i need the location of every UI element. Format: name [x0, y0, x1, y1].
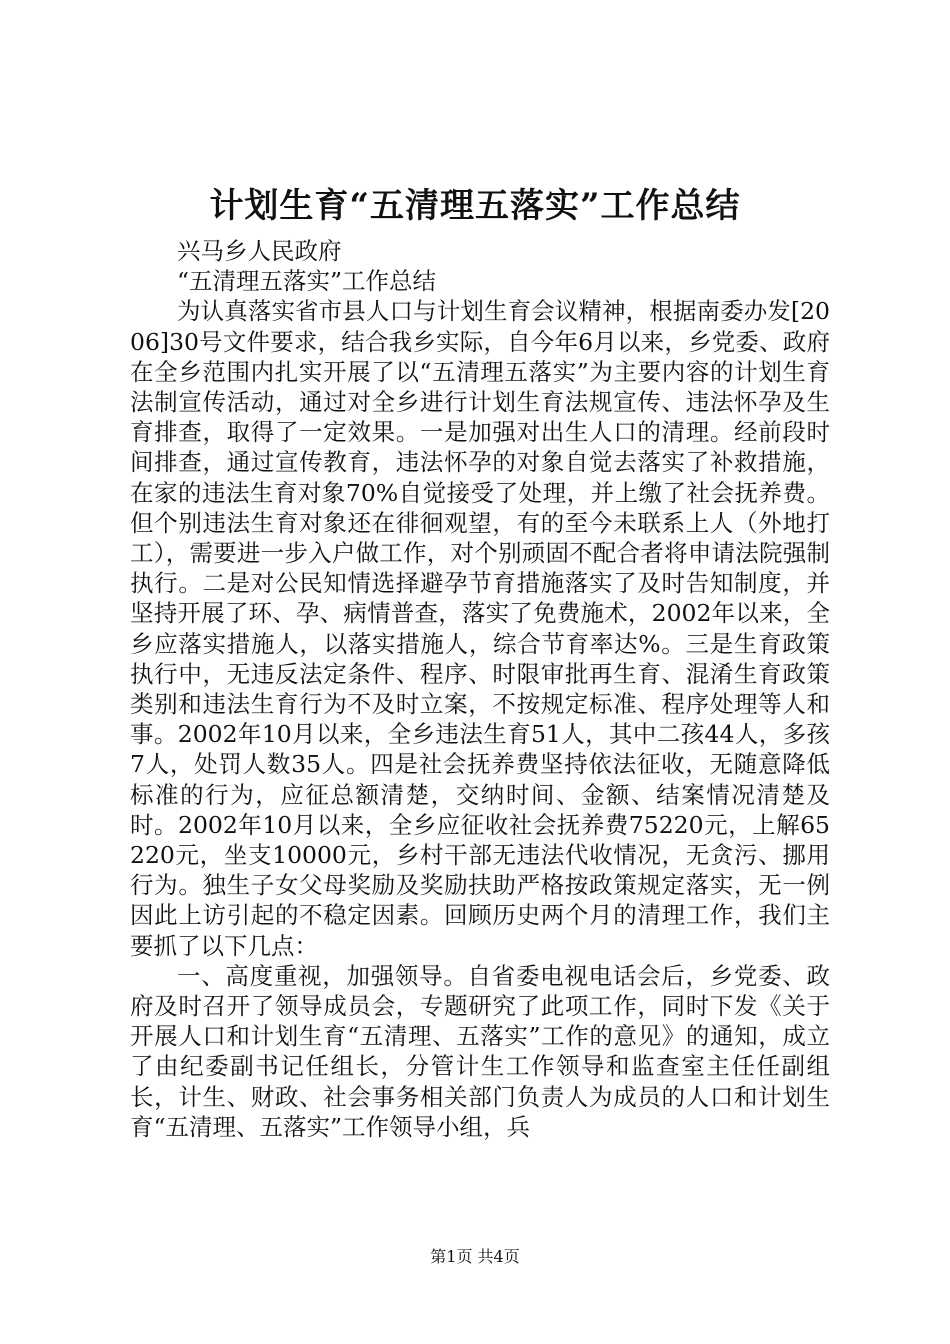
paragraph-subtitle: “五清理五落实”工作总结 — [177, 267, 437, 296]
paragraph-main: 为认真落实省市县人口与计划生育会议精神，根据南委办发[2006]30号文件要求，结合我乡实际，自今年6月以来，乡党委、政府在全乡范围内扎实开展了以“五清理五落实”为主要内容的计划生育法制宣传活动，通过对全乡进行计划生育法规宣传、违法怀孕及生育排查，取得了一定效果。一是加强对出生人口的清理。经前段时间排查，通过宣传教育，违法怀孕的对象自觉去落实了补救措施，在家的违法生育对象70%自觉接受了处理，并上缴了社会抚养费。但个别违法生育对象还在徘徊观望，有的至今未联系上人（外地打工），需要进一步入户做工作，对个别顽固不配合者将申请法院强制执行。二是对公民知情选择避孕节育措施落实了及时告知制度，并坚持开展了环、孕、病情普查，落实了免费施术，2002年以来，全乡应落实措施人，以落实措施人，综合节育率达%。三是生育政策执行中，无违反法定条件、程序、时限审批再生育、混淆生育政策类别和违法生育行为不及时立案，不按规定标准、程序处理等人和事。2002年10月以来，全乡违法生育51人，其中二孩44人，多孩7人，处罚人数35人。四是社会抚养费坚持依法征收，无随意降低标准的行为，应征总额清楚，交纳时间、金额、结案情况清楚及时。2002年10月以来，全乡应征收社会抚养费75220元，上解65220元，坐支10000元，乡村干部无违法代收情况，无贪污、挪用行为。独生子女父母奖励及奖励扶助严格按政策规定落实，无一例因此上访引起的不稳定因素。回顾历史两个月的清理工作，我们主要抓了以下几点： — [130, 297, 830, 960]
document-title: 计划生育“五清理五落实”工作总结 — [209, 186, 741, 226]
paragraph-leadership: 一、高度重视，加强领导。自省委电视电话会后，乡党委、政府及时召开了领导成员会，专题研究了此项工作，同时下发《关于开展人口和计划生育“五清理、五落实”工作的意见》的通知，成立了由纪委副书记任组长，分管计生工作领导和监查室主任任副组长，计生、财政、社会事务相关部门负责人为成员的人口和计划生育“五清理、五落实”工作领导小组，兵 — [130, 961, 830, 1141]
document-body — [130, 236, 830, 1142]
page-footer: 第1页 共4页 — [430, 1247, 520, 1266]
paragraph-issuer: 兴马乡人民政府 — [177, 237, 342, 265]
